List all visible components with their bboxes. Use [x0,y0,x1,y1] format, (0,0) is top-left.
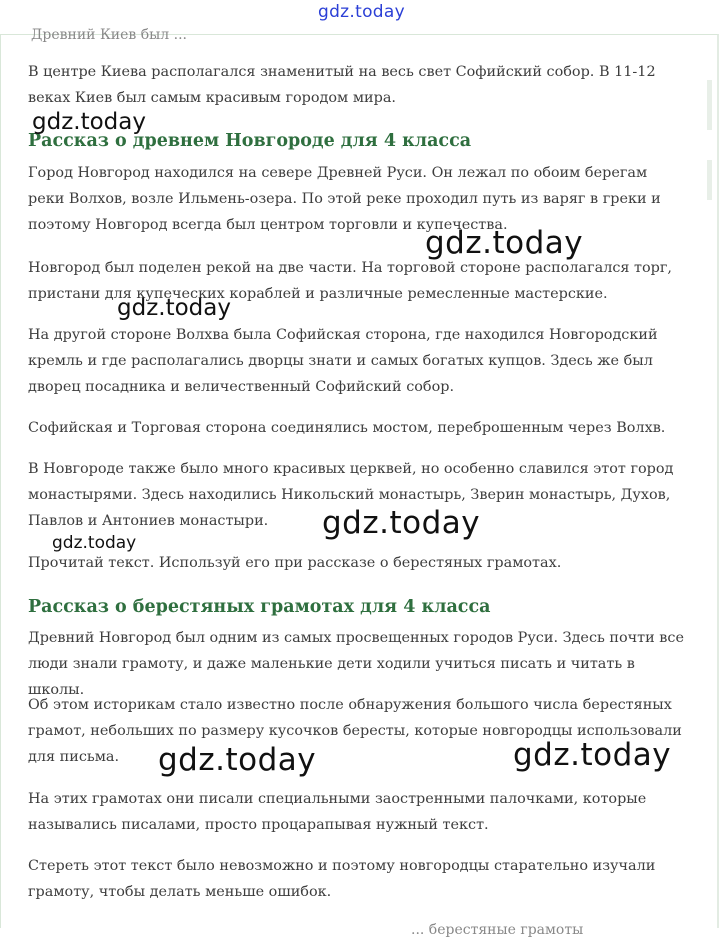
site-logo[interactable]: gdz.today [318,2,405,22]
scroll-edge-marker [707,160,712,200]
paragraph: В Новгороде также было много красивых церквей, но особенно славился этот город монастырями. Здесь находились Никольский монастырь, Зверин монастырь, Духов, Павлов и Антониев монастыри. [28,461,674,530]
watermark: gdz.today [513,737,672,773]
cut-off-line: Древний Киев был ... [31,27,188,43]
watermark: gdz.today [52,533,137,553]
paragraph: Новгород был поделен рекой на две части. На торговой стороне располагался торг, пристани для купеческих кораблей и различные ремесленные мастерские. [28,260,672,303]
watermark: gdz.today [425,225,584,261]
article-page [0,27,719,938]
paragraph: Стереть этот текст было невозможно и поэтому новгородцы старательно изучали грамоту, чтобы делать меньше ошибок. [28,858,656,901]
section-heading-novgorod: Рассказ о древнем Новгороде для 4 класса [28,131,472,151]
watermark: gdz.today [158,742,317,778]
cut-off-line: ... берестяные грамоты [411,922,584,938]
paragraph: На другой стороне Волхва была Софийская сторона, где находился Новгородский кремль и где располагались дворцы знати и самых богатых купцов. Здесь же был дворец посадника и величественный Софийский собор. [28,327,658,396]
watermark: gdz.today [322,505,481,541]
watermark: gdz.today [32,109,146,135]
paragraph: Древний Новгород был одним из самых просвещенных городов Руси. Здесь почти все люди знали грамоту, и даже маленькие дети ходили учиться писать и читать в школы. [28,630,684,699]
paragraph: Прочитай текст. Используй его при рассказе о берестяных грамотах. [28,555,562,571]
paragraph: Об этом историкам стало известно после обнаружения большого числа берестяных грамот, небольших по размеру кусочков бересты, которые новгородцы использовали для письма. [28,697,682,766]
section-heading-birch-bark: Рассказ о берестяных грамотах для 4 класса [28,597,491,617]
intro-paragraph: В центре Киева располагался знаменитый на весь свет Софийский собор. В 11-12 веках Киев был самым красивым городом мира. [28,64,656,107]
watermark: gdz.today [117,295,231,321]
paragraph: Город Новгород находился на севере Древней Руси. Он лежал по обоим берегам реки Волхов, возле Ильмень-озера. По этой реке проходил путь из варяг в греки и поэтому Новгород всегда был центром торговли и купечества. [28,165,661,234]
paragraph: На этих грамотах они писали специальными заостренными палочками, которые назывались писалами, просто процарапывая нужный текст. [28,791,647,834]
paragraph: Софийская и Торговая сторона соединялись мостом, переброшенным через Волхв. [28,420,666,436]
scroll-edge-marker [707,80,712,130]
